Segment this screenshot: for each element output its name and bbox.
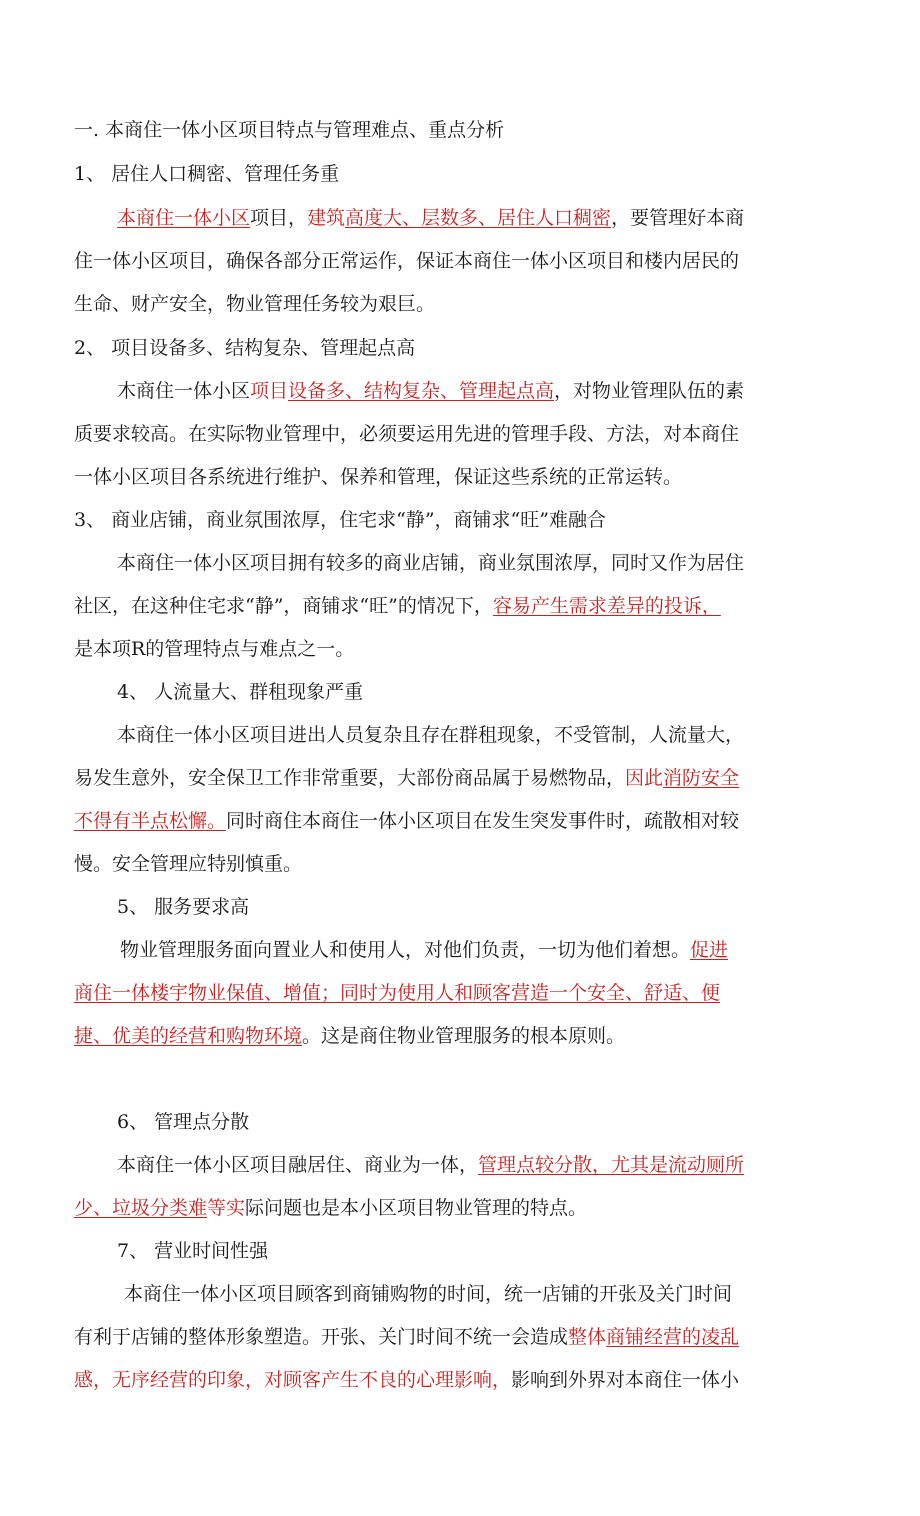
section-5-title: 5、 服务要求高	[117, 896, 250, 918]
highlight: 整体	[568, 1326, 607, 1348]
highlight: 容易产生需求差异的投诉，	[492, 595, 721, 617]
highlight: 等实	[207, 1197, 246, 1219]
highlight: 不得有半点松懈。	[74, 810, 227, 832]
section-3-line-2	[74, 594, 854, 618]
section-2-title: 2、 项目设备多、结构复杂、管理起点高	[74, 337, 416, 359]
highlight: 项目	[250, 380, 289, 402]
highlight: 消防安全	[663, 767, 740, 789]
text: 本商住一体小区项目融居住、商业为一体，	[117, 1154, 479, 1176]
text: 影响到外界对本商住一体小	[511, 1369, 740, 1391]
section-1-line-1	[117, 206, 897, 230]
highlight: 促进	[690, 939, 729, 961]
section-7-line-1: 本商住一体小区项目顾客到商铺购物的时间，统一店铺的开张及关门时间	[124, 1283, 733, 1305]
highlight: 管理点较分散，尤其是流动厕所	[478, 1154, 745, 1176]
section-7-line-3	[74, 1368, 854, 1392]
section-2-line-1	[117, 379, 897, 403]
section-7-line-2	[74, 1325, 854, 1349]
section-5-line-3	[74, 1024, 854, 1048]
text: ，要管理好本商	[611, 207, 745, 229]
text: 木商住一体小区	[117, 380, 251, 402]
section-4-line-4: 慢。安全管理应特别慎重。	[74, 853, 303, 875]
text: 物业管理服务面向置业人和使用人，对他们负责，一切为他们着想。	[120, 939, 691, 961]
highlight: 商铺经营的凌乱	[606, 1326, 740, 1348]
highlight: 捷、优美的经营和购物环境	[74, 1025, 303, 1047]
section-1-line-3: 生命、财产安全，物业管理任务较为艰巨。	[74, 293, 436, 315]
section-2-line-3: 一体小区项目各系统进行维护、保养和管理，保证这些系统的正常运转。	[74, 466, 683, 488]
highlight: 高度大、层数多、居住人口稠密	[345, 207, 612, 229]
text: 易发生意外，安全保卫工作非常重要，大部份商品属于易燃物品，	[74, 767, 626, 789]
highlight: 建筑	[307, 207, 346, 229]
text: 。这是商住物业管理服务的根本原则。	[302, 1025, 626, 1047]
text: 项目，	[250, 207, 308, 229]
section-2-line-2: 质要求较高。在实际物业管理中，必须要运用先进的管理手段、方法，对本商住	[74, 423, 740, 445]
text: 际问题也是本小区项目物业管理的特点。	[245, 1197, 588, 1219]
section-4-line-2	[74, 766, 854, 790]
highlight: 本商住一体小区	[117, 207, 251, 229]
text: ，对物业管理队伍的素	[554, 380, 745, 402]
text: 有利于店铺的整体形象塑造。开张、关门时间不统一会造成	[74, 1326, 569, 1348]
text: 社区，在这种住宅求“静”，商铺求“旺”的情况下，	[74, 595, 493, 617]
section-1-title: 1、 居住人口稠密、管理任务重	[74, 163, 340, 185]
section-6-line-1	[117, 1153, 897, 1177]
section-3-title: 3、 商业店铺，商业氛围浓厚，住宅求“静”，商铺求“旺”难融合	[74, 509, 606, 531]
section-6-line-2	[74, 1196, 854, 1220]
section-4-line-1: 本商住一体小区项目进出人员复杂且存在群租现象，不受管制，人流量大，	[117, 724, 745, 746]
section-5-line-1	[120, 938, 900, 962]
highlight: 感，无序经营的印象，对顾客产生不良的心理影响，	[74, 1369, 512, 1391]
section-6-title: 6、 管理点分散	[117, 1111, 250, 1133]
section-4-line-3	[74, 809, 854, 833]
section-3-line-3: 是本项R的管理特点与难点之一。	[74, 638, 355, 660]
highlight: 少、垃圾分类难	[74, 1197, 208, 1219]
section-7-title: 7、 营业时间性强	[117, 1240, 269, 1262]
section-4-title: 4、 人流量大、群租现象严重	[117, 681, 364, 703]
text: 同时商住本商住一体小区项目在发生突发事件时，疏散相对较	[226, 810, 740, 832]
section-1-line-2: 住一体小区项目，确保各部分正常运作，保证本商住一体小区项目和楼内居民的	[74, 250, 740, 272]
section-3-line-1: 本商住一体小区项目拥有较多的商业店铺，商业氛围浓厚，同时又作为居住	[117, 552, 745, 574]
page-heading: 一. 本商住一体小区项目特点与管理难点、重点分析	[74, 119, 505, 141]
section-5-line-2: 商住一体楼宇物业保值、增值；同时为使用人和顾客营造一个安全、舒适、便	[74, 982, 721, 1004]
highlight: 设备多、结构复杂、管理起点高	[288, 380, 555, 402]
highlight: 因此	[625, 767, 664, 789]
